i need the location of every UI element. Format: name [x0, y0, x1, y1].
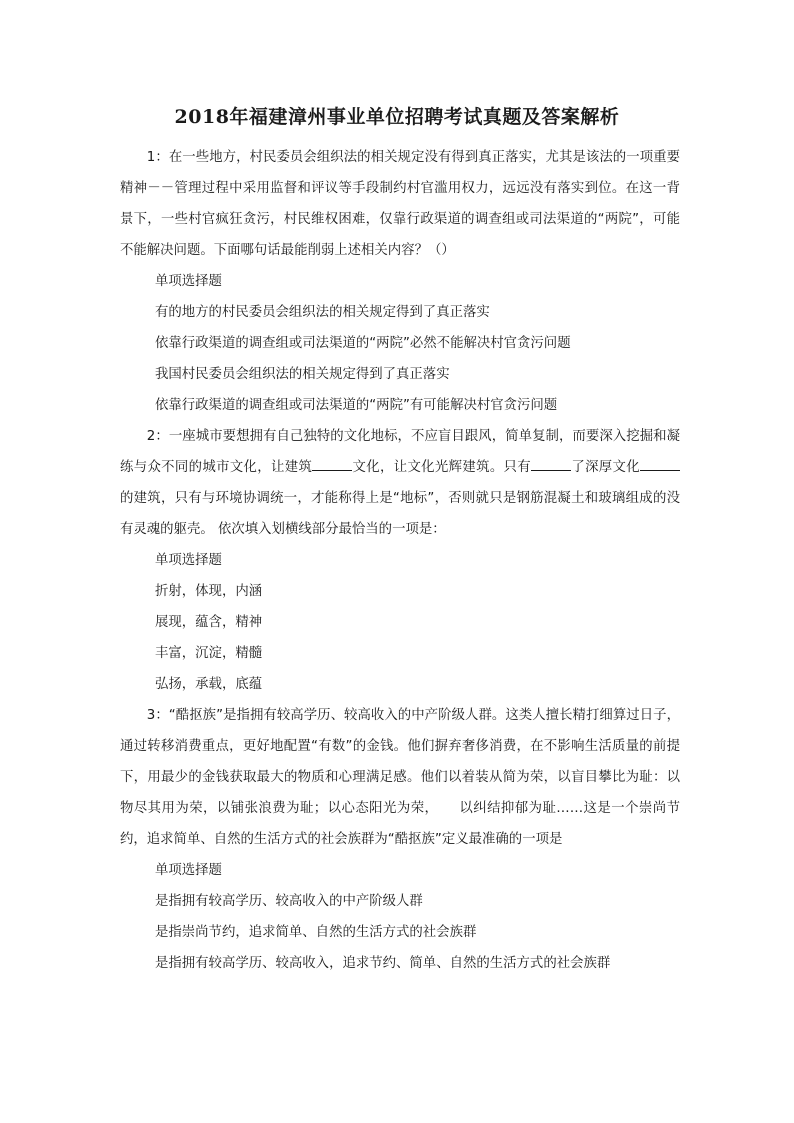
question-1-option-c: 我国村民委员会组织法的相关规定得到了真正落实: [155, 367, 450, 382]
question-1-option-a: 有的地方的村民委员会组织法的相关规定得到了真正落实: [155, 305, 490, 320]
question-2-option-d: 弘扬，承载，底蕴: [155, 677, 263, 692]
question-2-option-b: 展现，蕴含，精神: [155, 615, 263, 630]
question-1-type: 单项选择题: [155, 274, 222, 289]
fill-blank-2: [531, 456, 571, 471]
question-2-option-c: 丰富，沉淀，精髓: [155, 646, 263, 661]
question-3-option-c: 是指拥有较高学历、较高收入，追求节约、简单、自然的生活方式的社会族群: [155, 956, 611, 971]
question-1-stem: 1：在一些地方，村民委员会组织法的相关规定没有得到真正落实，尤其是该法的一项重要精神－－管理过程中采用监督和评议等手段制约村官滥用权力，远远没有落实到位。在这一背景下，一些村官疯狂贪污，村民维权困难，仅靠行政渠道的调查组或司法渠道的“两院”，可能不能解决问题。下面哪句话最能削弱上述相关内容？（）: [120, 150, 680, 258]
question-3-option-b: 是指崇尚节约，追求简单、自然的生活方式的社会族群: [155, 925, 477, 940]
question-1-option-d: 依靠行政渠道的调查组或司法渠道的“两院”有可能解决村官贪污问题: [155, 398, 558, 413]
question-2-stem-part-3: 了深厚文化: [571, 460, 640, 475]
question-3-type: 单项选择题: [155, 863, 222, 878]
fill-blank-3: [640, 456, 680, 471]
question-2-stem-part-2: 文化，让文化光辉建筑。只有: [352, 460, 532, 475]
question-2-stem-part-4: 的建筑，只有与环境协调统一，才能称得上是“地标”，否则就只是钢筋混凝土和玻璃组成的没有灵魂的躯壳。 依次填入划横线部分最恰当的一项是：: [120, 491, 680, 537]
question-3-option-a: 是指拥有较高学历、较高收入的中产阶级人群: [155, 894, 423, 909]
question-2-stem-part-1: 2：一座城市要想拥有自己独特的文化地标，不应盲目跟风，简单复制，而要深入挖掘和凝练与众不同的城市文化，让建筑: [120, 429, 680, 475]
question-1-option-b: 依靠行政渠道的调查组或司法渠道的“两院”必然不能解决村官贪污问题: [155, 336, 571, 351]
document-body: [120, 142, 680, 979]
question-2-option-a: 折射，体现，内涵: [155, 584, 263, 599]
fill-blank-1: [312, 456, 352, 471]
question-3-stem: 3：“酷抠族”是指拥有较高学历、较高收入的中产阶级人群。这类人擅长精打细算过日子，通过转移消费重点，更好地配置“有数”的金钱。他们摒弃奢侈消费，在不影响生活质量的前提下，用最少的金钱获取最大的物质和心理满足感。他们以着装从简为荣，以盲目攀比为耻：以物尽其用为荣，以铺张浪费为耻；以心态阳光为荣， 以纠结抑郁为耻……这是一个崇尚节约，追求简单、自然的生活方式的社会族群为“酷抠族”定义最准确的一项是: [120, 708, 680, 847]
document-title: 2018年福建漳州事业单位招聘考试真题及答案解析: [174, 106, 620, 128]
question-2-type: 单项选择题: [155, 553, 222, 568]
question-2-stem: [120, 421, 680, 545]
